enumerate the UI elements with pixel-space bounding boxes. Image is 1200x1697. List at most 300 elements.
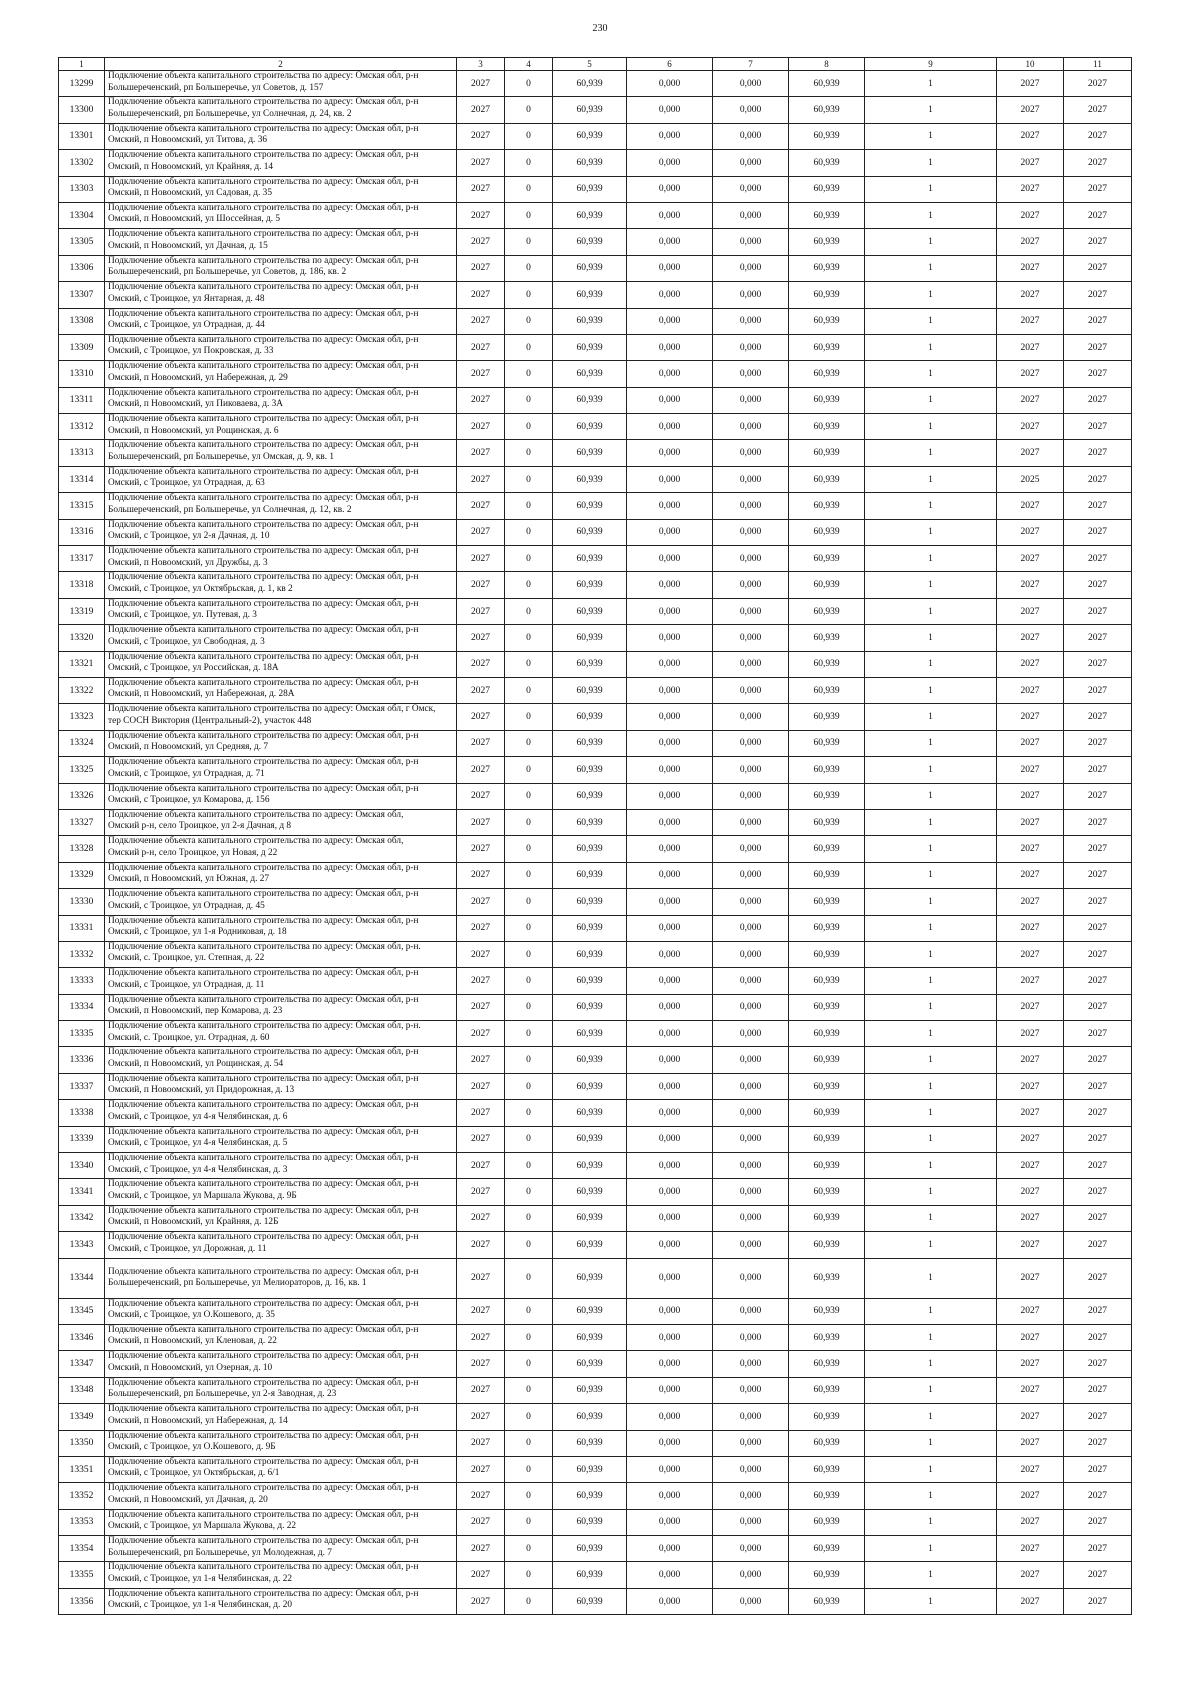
cell-c5: 60,939 bbox=[553, 176, 627, 202]
cell-c5: 60,939 bbox=[553, 1562, 627, 1588]
description-region: Омская обл, р-н bbox=[355, 1100, 419, 1111]
cell-c7: 0,000 bbox=[713, 994, 789, 1020]
cell-c10: 2027 bbox=[997, 677, 1064, 703]
row-number: 13321 bbox=[59, 651, 105, 677]
row-number: 13342 bbox=[59, 1205, 105, 1231]
cell-c7: 0,000 bbox=[713, 1153, 789, 1179]
cell-c9: 1 bbox=[865, 176, 997, 202]
description-region: Омская обл, р-н bbox=[355, 202, 419, 213]
cell-c4: 0 bbox=[505, 308, 553, 334]
object-description bbox=[105, 1456, 457, 1482]
cell-c8: 60,939 bbox=[789, 889, 865, 915]
cell-c4: 0 bbox=[505, 625, 553, 651]
cell-c4: 0 bbox=[505, 493, 553, 519]
row-number: 13320 bbox=[59, 625, 105, 651]
object-description bbox=[105, 229, 457, 255]
description-line-1 bbox=[108, 995, 453, 1007]
cell-c9: 1 bbox=[865, 1100, 997, 1126]
cell-c9: 1 bbox=[865, 941, 997, 967]
cell-c6: 0,000 bbox=[627, 677, 713, 703]
cell-c7: 0,000 bbox=[713, 361, 789, 387]
object-description bbox=[105, 414, 457, 440]
description-prefix: Подключение объекта капитального строительства по адресу: bbox=[108, 123, 356, 134]
cell-c6: 0,000 bbox=[627, 1588, 713, 1614]
description-address: Омский, п Новоомский, ул Пиковаева, д. 3А bbox=[108, 399, 283, 410]
object-description bbox=[105, 651, 457, 677]
table-row bbox=[59, 1047, 1132, 1073]
cell-c5: 60,939 bbox=[553, 1377, 627, 1403]
cell-c8: 60,939 bbox=[789, 704, 865, 730]
object-description bbox=[105, 836, 457, 862]
cell-c11: 2027 bbox=[1064, 150, 1132, 176]
description-line-1 bbox=[108, 177, 453, 189]
description-prefix: Подключение объекта капитального строительства по адресу: bbox=[108, 730, 356, 741]
row-number: 13353 bbox=[59, 1509, 105, 1535]
row-number: 13303 bbox=[59, 176, 105, 202]
table-row bbox=[59, 677, 1132, 703]
cell-c4: 0 bbox=[505, 282, 553, 308]
cell-c3: 2027 bbox=[457, 308, 505, 334]
cell-c8: 60,939 bbox=[789, 1430, 865, 1456]
cell-c4: 0 bbox=[505, 440, 553, 466]
table-row bbox=[59, 836, 1132, 862]
column-header: 1 bbox=[59, 58, 105, 71]
object-description bbox=[105, 1351, 457, 1377]
cell-c4: 0 bbox=[505, 598, 553, 624]
table-row bbox=[59, 862, 1132, 888]
cell-c9: 1 bbox=[865, 836, 997, 862]
cell-c11: 2027 bbox=[1064, 757, 1132, 783]
cell-c7: 0,000 bbox=[713, 915, 789, 941]
object-description bbox=[105, 308, 457, 334]
cell-c7: 0,000 bbox=[713, 968, 789, 994]
description-region: Омская обл, р-н bbox=[355, 1266, 419, 1277]
cell-c10: 2027 bbox=[997, 1483, 1064, 1509]
cell-c10: 2025 bbox=[997, 466, 1064, 492]
description-line-1 bbox=[108, 97, 453, 109]
cell-c7: 0,000 bbox=[713, 440, 789, 466]
cell-c4: 0 bbox=[505, 730, 553, 756]
cell-c7: 0,000 bbox=[713, 889, 789, 915]
cell-c3: 2027 bbox=[457, 387, 505, 413]
object-description bbox=[105, 1324, 457, 1350]
cell-c7: 0,000 bbox=[713, 176, 789, 202]
description-line-1 bbox=[108, 1153, 453, 1165]
cell-c11: 2027 bbox=[1064, 282, 1132, 308]
object-description bbox=[105, 1126, 457, 1152]
row-number: 13327 bbox=[59, 809, 105, 835]
row-number: 13334 bbox=[59, 994, 105, 1020]
cell-c11: 2027 bbox=[1064, 704, 1132, 730]
description-line-1 bbox=[108, 71, 453, 83]
cell-c8: 60,939 bbox=[789, 968, 865, 994]
cell-c10: 2027 bbox=[997, 757, 1064, 783]
cell-c6: 0,000 bbox=[627, 598, 713, 624]
cell-c4: 0 bbox=[505, 572, 553, 598]
table-row bbox=[59, 440, 1132, 466]
cell-c4: 0 bbox=[505, 1456, 553, 1482]
description-prefix: Подключение объекта капитального строительства по адресу: bbox=[108, 282, 356, 293]
row-number: 13304 bbox=[59, 202, 105, 228]
cell-c6: 0,000 bbox=[627, 493, 713, 519]
description-address: Омский, с Троицкое, ул 4-я Челябинская, д. 6 bbox=[108, 1111, 288, 1122]
description-region: Омская обл, р-н bbox=[355, 862, 419, 873]
description-prefix: Подключение объекта капитального строительства по адресу: bbox=[108, 941, 356, 952]
cell-c5: 60,939 bbox=[553, 202, 627, 228]
description-region: Омская обл, bbox=[355, 809, 404, 820]
cell-c9: 1 bbox=[865, 1021, 997, 1047]
cell-c7: 0,000 bbox=[713, 1324, 789, 1350]
cell-c4: 0 bbox=[505, 255, 553, 281]
description-region: Омская обл, р-н bbox=[355, 308, 419, 319]
cell-c5: 60,939 bbox=[553, 1126, 627, 1152]
cell-c10: 2027 bbox=[997, 97, 1064, 123]
description-line-1 bbox=[108, 757, 453, 769]
description-region: Омская обл, р-н bbox=[355, 176, 419, 187]
row-number: 13301 bbox=[59, 123, 105, 149]
cell-c3: 2027 bbox=[457, 71, 505, 97]
cell-c3: 2027 bbox=[457, 123, 505, 149]
cell-c5: 60,939 bbox=[553, 387, 627, 413]
cell-c11: 2027 bbox=[1064, 229, 1132, 255]
cell-c8: 60,939 bbox=[789, 97, 865, 123]
table-row bbox=[59, 915, 1132, 941]
cell-c8: 60,939 bbox=[789, 862, 865, 888]
cell-c3: 2027 bbox=[457, 651, 505, 677]
description-address: Омский, п Новоомский, ул Рощинская, д. 6 bbox=[108, 425, 279, 436]
object-description bbox=[105, 176, 457, 202]
cell-c11: 2027 bbox=[1064, 1536, 1132, 1562]
cell-c6: 0,000 bbox=[627, 255, 713, 281]
description-prefix: Подключение объекта капитального строительства по адресу: bbox=[108, 704, 356, 715]
cell-c9: 1 bbox=[865, 704, 997, 730]
cell-c3: 2027 bbox=[457, 1298, 505, 1324]
description-line-1 bbox=[108, 124, 453, 136]
cell-c8: 60,939 bbox=[789, 783, 865, 809]
cell-c5: 60,939 bbox=[553, 255, 627, 281]
cell-c5: 60,939 bbox=[553, 1047, 627, 1073]
cell-c8: 60,939 bbox=[789, 1073, 865, 1099]
cell-c5: 60,939 bbox=[553, 282, 627, 308]
cell-c10: 2027 bbox=[997, 651, 1064, 677]
description-address: Омский, п Новоомский, ул Южная, д. 27 bbox=[108, 874, 270, 885]
cell-c8: 60,939 bbox=[789, 150, 865, 176]
cell-c3: 2027 bbox=[457, 1126, 505, 1152]
object-description bbox=[105, 546, 457, 572]
cell-c3: 2027 bbox=[457, 255, 505, 281]
cell-c9: 1 bbox=[865, 71, 997, 97]
cell-c10: 2027 bbox=[997, 889, 1064, 915]
cell-c5: 60,939 bbox=[553, 941, 627, 967]
cell-c4: 0 bbox=[505, 1179, 553, 1205]
table-row bbox=[59, 809, 1132, 835]
description-line-1 bbox=[108, 361, 453, 373]
cell-c10: 2027 bbox=[997, 1588, 1064, 1614]
description-line-1 bbox=[108, 414, 453, 426]
cell-c3: 2027 bbox=[457, 1179, 505, 1205]
description-address: Омский, с Троицкое, ул Октябрьская, д. 1, кв 2 bbox=[108, 583, 293, 594]
cell-c8: 60,939 bbox=[789, 440, 865, 466]
cell-c4: 0 bbox=[505, 889, 553, 915]
description-region: Омская обл, р-н bbox=[355, 1298, 419, 1309]
cell-c8: 60,939 bbox=[789, 1179, 865, 1205]
cell-c10: 2027 bbox=[997, 1536, 1064, 1562]
cell-c8: 60,939 bbox=[789, 202, 865, 228]
cell-c4: 0 bbox=[505, 1324, 553, 1350]
object-description bbox=[105, 704, 457, 730]
cell-c10: 2027 bbox=[997, 1100, 1064, 1126]
cell-c9: 1 bbox=[865, 730, 997, 756]
cell-c5: 60,939 bbox=[553, 466, 627, 492]
table-row bbox=[59, 757, 1132, 783]
description-address: Омский, с Троицкое, ул Российская, д. 18А bbox=[108, 663, 279, 674]
description-region: Омская обл, р-н bbox=[355, 229, 419, 240]
description-prefix: Подключение объекта капитального строительства по адресу: bbox=[108, 255, 356, 266]
cell-c10: 2027 bbox=[997, 809, 1064, 835]
cell-c5: 60,939 bbox=[553, 572, 627, 598]
row-number: 13302 bbox=[59, 150, 105, 176]
cell-c6: 0,000 bbox=[627, 150, 713, 176]
description-prefix: Подключение объекта капитального строительства по адресу: bbox=[108, 1324, 356, 1335]
cell-c4: 0 bbox=[505, 1073, 553, 1099]
object-description bbox=[105, 598, 457, 624]
cell-c5: 60,939 bbox=[553, 651, 627, 677]
cell-c11: 2027 bbox=[1064, 1324, 1132, 1350]
table-row bbox=[59, 1430, 1132, 1456]
cell-c3: 2027 bbox=[457, 519, 505, 545]
object-description bbox=[105, 1404, 457, 1430]
object-description bbox=[105, 915, 457, 941]
object-description bbox=[105, 889, 457, 915]
cell-c8: 60,939 bbox=[789, 1100, 865, 1126]
cell-c11: 2027 bbox=[1064, 994, 1132, 1020]
cell-c5: 60,939 bbox=[553, 809, 627, 835]
cell-c10: 2027 bbox=[997, 862, 1064, 888]
cell-c9: 1 bbox=[865, 334, 997, 360]
cell-c4: 0 bbox=[505, 71, 553, 97]
cell-c4: 0 bbox=[505, 1298, 553, 1324]
description-line-1 bbox=[108, 203, 453, 215]
description-line-1 bbox=[108, 1179, 453, 1191]
description-address: Омский, п Новоомский, ул Крайняя, д. 12Б bbox=[108, 1217, 279, 1228]
object-description bbox=[105, 202, 457, 228]
description-prefix: Подключение объекта капитального строительства по адресу: bbox=[108, 71, 356, 81]
cell-c7: 0,000 bbox=[713, 809, 789, 835]
description-line-1 bbox=[108, 1510, 453, 1522]
description-prefix: Подключение объекта капитального строительства по адресу: bbox=[108, 677, 356, 688]
cell-c9: 1 bbox=[865, 889, 997, 915]
description-prefix: Подключение объекта капитального строительства по адресу: bbox=[108, 651, 356, 662]
cell-c8: 60,939 bbox=[789, 994, 865, 1020]
object-description bbox=[105, 1298, 457, 1324]
cell-c7: 0,000 bbox=[713, 730, 789, 756]
cell-c8: 60,939 bbox=[789, 1456, 865, 1482]
description-line-1 bbox=[108, 1127, 453, 1139]
cell-c4: 0 bbox=[505, 651, 553, 677]
cell-c6: 0,000 bbox=[627, 546, 713, 572]
cell-c9: 1 bbox=[865, 809, 997, 835]
description-prefix: Подключение объекта капитального строительства по адресу: bbox=[108, 836, 356, 847]
cell-c11: 2027 bbox=[1064, 598, 1132, 624]
cell-c4: 0 bbox=[505, 334, 553, 360]
cell-c5: 60,939 bbox=[553, 1298, 627, 1324]
cell-c5: 60,939 bbox=[553, 546, 627, 572]
cell-c7: 0,000 bbox=[713, 229, 789, 255]
cell-c11: 2027 bbox=[1064, 572, 1132, 598]
cell-c6: 0,000 bbox=[627, 1562, 713, 1588]
description-address: Омский, п Новоомский, ул Крайняя, д. 14 bbox=[108, 161, 274, 172]
cell-c4: 0 bbox=[505, 123, 553, 149]
description-address: Большереченский, рп Большеречье, ул Советов, д. 157 bbox=[108, 82, 324, 93]
cell-c9: 1 bbox=[865, 519, 997, 545]
description-line-1 bbox=[108, 520, 453, 532]
column-header: 6 bbox=[627, 58, 713, 71]
description-prefix: Подключение объекта капитального строительства по адресу: bbox=[108, 414, 356, 425]
description-prefix: Подключение объекта капитального строительства по адресу: bbox=[108, 1126, 356, 1137]
cell-c6: 0,000 bbox=[627, 994, 713, 1020]
description-address: Омский, с Троицкое, ул 4-я Челябинская, д. 5 bbox=[108, 1138, 288, 1149]
cell-c11: 2027 bbox=[1064, 1456, 1132, 1482]
object-description bbox=[105, 1258, 457, 1298]
cell-c6: 0,000 bbox=[627, 202, 713, 228]
description-line-1 bbox=[108, 150, 453, 162]
row-number: 13324 bbox=[59, 730, 105, 756]
table-row bbox=[59, 1456, 1132, 1482]
table-row bbox=[59, 1483, 1132, 1509]
description-address: Большереченский, рп Большеречье, ул Солнечная, д. 12, кв. 2 bbox=[108, 504, 352, 515]
cell-c4: 0 bbox=[505, 519, 553, 545]
cell-c7: 0,000 bbox=[713, 1047, 789, 1073]
cell-c3: 2027 bbox=[457, 1430, 505, 1456]
cell-c3: 2027 bbox=[457, 783, 505, 809]
cell-c5: 60,939 bbox=[553, 730, 627, 756]
cell-c9: 1 bbox=[865, 1351, 997, 1377]
cell-c5: 60,939 bbox=[553, 361, 627, 387]
cell-c7: 0,000 bbox=[713, 1509, 789, 1535]
description-address: Омский, с Троицкое, ул 1-я Челябинская, д. 20 bbox=[108, 1600, 292, 1611]
cell-c3: 2027 bbox=[457, 334, 505, 360]
cell-c7: 0,000 bbox=[713, 862, 789, 888]
cell-c10: 2027 bbox=[997, 414, 1064, 440]
description-address: Омский, с Троицкое, ул 1-я Челябинская, д. 22 bbox=[108, 1573, 292, 1584]
cell-c11: 2027 bbox=[1064, 677, 1132, 703]
object-description bbox=[105, 466, 457, 492]
row-number: 13310 bbox=[59, 361, 105, 387]
table-row bbox=[59, 202, 1132, 228]
cell-c8: 60,939 bbox=[789, 176, 865, 202]
description-address: Омский, с Троицкое, ул О.Кошевого, д. 35 bbox=[108, 1310, 275, 1321]
cell-c11: 2027 bbox=[1064, 1483, 1132, 1509]
cell-c6: 0,000 bbox=[627, 1179, 713, 1205]
cell-c11: 2027 bbox=[1064, 176, 1132, 202]
description-prefix: Подключение объекта капитального строительства по адресу: bbox=[108, 1266, 356, 1277]
table-row bbox=[59, 123, 1132, 149]
cell-c7: 0,000 bbox=[713, 1562, 789, 1588]
cell-c3: 2027 bbox=[457, 1073, 505, 1099]
cell-c9: 1 bbox=[865, 1430, 997, 1456]
table-row bbox=[59, 361, 1132, 387]
description-region: Омская обл, р-н bbox=[355, 493, 419, 504]
table-row bbox=[59, 493, 1132, 519]
row-number: 13340 bbox=[59, 1153, 105, 1179]
description-prefix: Подключение объекта капитального строительства по адресу: bbox=[108, 97, 356, 108]
row-number: 13322 bbox=[59, 677, 105, 703]
description-address: Большереченский, рп Большеречье, ул 2-я Заводная, д. 23 bbox=[108, 1389, 337, 1400]
description-line-1 bbox=[108, 968, 453, 980]
description-line-1 bbox=[108, 1100, 453, 1112]
row-number: 13314 bbox=[59, 466, 105, 492]
cell-c8: 60,939 bbox=[789, 1483, 865, 1509]
table-row bbox=[59, 889, 1132, 915]
row-number: 13299 bbox=[59, 71, 105, 97]
description-region: Омская обл, р-н bbox=[355, 572, 419, 583]
cell-c6: 0,000 bbox=[627, 440, 713, 466]
cell-c9: 1 bbox=[865, 1509, 997, 1535]
description-address: Омский, с Троицкое, ул 2-я Дачная, д. 10 bbox=[108, 531, 270, 542]
cell-c4: 0 bbox=[505, 862, 553, 888]
object-description bbox=[105, 730, 457, 756]
cell-c10: 2027 bbox=[997, 1179, 1064, 1205]
description-line-1 bbox=[108, 836, 453, 848]
cell-c5: 60,939 bbox=[553, 123, 627, 149]
table-row bbox=[59, 1205, 1132, 1231]
object-description bbox=[105, 1483, 457, 1509]
cell-c7: 0,000 bbox=[713, 1205, 789, 1231]
table-row bbox=[59, 1179, 1132, 1205]
table-row bbox=[59, 730, 1132, 756]
cell-c5: 60,939 bbox=[553, 1179, 627, 1205]
object-description bbox=[105, 1073, 457, 1099]
cell-c3: 2027 bbox=[457, 202, 505, 228]
row-number: 13306 bbox=[59, 255, 105, 281]
cell-c8: 60,939 bbox=[789, 1126, 865, 1152]
cell-c11: 2027 bbox=[1064, 915, 1132, 941]
description-line-1 bbox=[108, 1047, 453, 1059]
cell-c4: 0 bbox=[505, 915, 553, 941]
object-description bbox=[105, 1536, 457, 1562]
cell-c5: 60,939 bbox=[553, 150, 627, 176]
description-prefix: Подключение объекта капитального строительства по адресу: bbox=[108, 308, 356, 319]
description-prefix: Подключение объекта капитального строительства по адресу: bbox=[108, 387, 356, 398]
description-region: Омская обл, р-н bbox=[355, 1562, 419, 1573]
table-row bbox=[59, 968, 1132, 994]
description-region: Омская обл, р-н bbox=[355, 123, 419, 134]
register-table bbox=[58, 57, 1132, 1615]
column-number-row bbox=[59, 58, 1132, 71]
description-region: Омская обл, р-н bbox=[355, 598, 419, 609]
cell-c7: 0,000 bbox=[713, 546, 789, 572]
cell-c3: 2027 bbox=[457, 941, 505, 967]
table-row bbox=[59, 308, 1132, 334]
cell-c10: 2027 bbox=[997, 1073, 1064, 1099]
cell-c6: 0,000 bbox=[627, 1258, 713, 1298]
row-number: 13315 bbox=[59, 493, 105, 519]
cell-c7: 0,000 bbox=[713, 836, 789, 862]
description-line-1 bbox=[108, 704, 453, 716]
cell-c4: 0 bbox=[505, 546, 553, 572]
cell-c4: 0 bbox=[505, 1536, 553, 1562]
table-row bbox=[59, 1351, 1132, 1377]
cell-c8: 60,939 bbox=[789, 282, 865, 308]
cell-c10: 2027 bbox=[997, 572, 1064, 598]
cell-c11: 2027 bbox=[1064, 1232, 1132, 1258]
cell-c4: 0 bbox=[505, 1100, 553, 1126]
table-row bbox=[59, 994, 1132, 1020]
cell-c5: 60,939 bbox=[553, 1483, 627, 1509]
cell-c9: 1 bbox=[865, 572, 997, 598]
description-prefix: Подключение объекта капитального строительства по адресу: bbox=[108, 783, 356, 794]
cell-c5: 60,939 bbox=[553, 440, 627, 466]
